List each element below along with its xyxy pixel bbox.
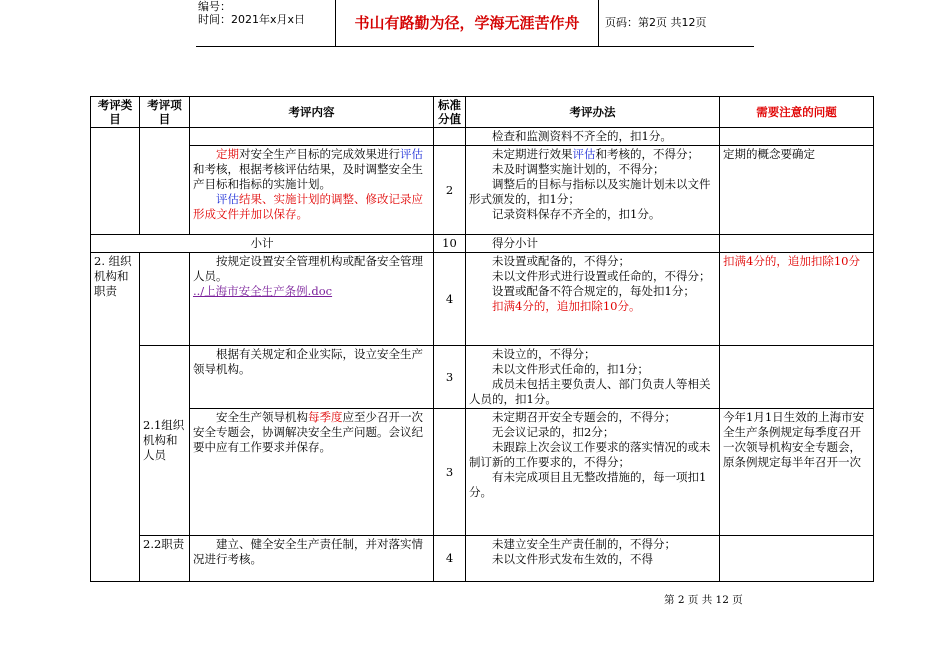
cell-note: 今年1月1日生效的上海市安全生产条例规定每季度召开一次领导机构安全专题会，原条例规定每半年召开一次: [720, 409, 874, 536]
col-header-method: 考评办法: [466, 97, 720, 128]
cell-method: 检查和监测资料不齐全的，扣1分。: [466, 128, 720, 146]
cell-note: 扣满4分的，追加扣除10分: [720, 253, 874, 346]
cell-note: [720, 235, 874, 253]
cell-method: 未定期进行效果评估和考核的，不得分； 未及时调整实施计划的，不得分； 调整后的目标与指标以及实施计划未以文件形式颁发的，扣1分； 记录资料保存不齐全的，扣1分。: [466, 146, 720, 235]
col-header-content: 考评内容: [190, 97, 434, 128]
cell-item: 2.2职责: [140, 536, 190, 582]
cell-note: [720, 346, 874, 409]
subtotal-method: 得分小计: [466, 235, 720, 253]
table-row: [91, 253, 874, 346]
col-header-category: 考评类目: [91, 97, 140, 128]
cell-content: 建立、健全安全生产责任制，并对落实情况进行考核。: [190, 536, 434, 582]
table-row: [91, 146, 874, 235]
table-header-row: [91, 97, 874, 128]
cell-content: 定期对安全生产目标的完成效果进行评估和考核，根据考核评估结果，及时调整安全生产目标和指标的实施计划。 评估结果、实施计划的调整、修改记录应形成文件并加以保存。: [190, 146, 434, 235]
cell-score: 4: [434, 253, 466, 346]
subtotal-row: [91, 235, 874, 253]
cell-item: 2.1组织机构和人员: [140, 346, 190, 536]
page-footer: 第 2 页 共 12 页: [664, 594, 743, 606]
cell-method: 未设立的，不得分； 未以文件形式任命的，扣1分； 成员未包括主要负责人、部门负责人等相关人员的，扣1分。: [466, 346, 720, 409]
cell-note: 定期的概念要确定: [720, 146, 874, 235]
cell-item-empty: [140, 128, 190, 235]
evaluation-table: [90, 96, 874, 582]
cell-method: 未定期召开安全专题会的，不得分； 无会议记录的，扣2分； 未跟踪上次会议工作要求的落实情况的或未制订新的工作要求的，不得分； 有未完成项目且无整改措施的，每一项扣1分。: [466, 409, 720, 536]
table-row: [91, 128, 874, 146]
col-header-item: 考评项目: [140, 97, 190, 128]
cell-content: 安全生产领导机构每季度应至少召开一次安全专题会，协调解决安全生产问题。会议纪要中应有工作要求并保存。: [190, 409, 434, 536]
cell-category: 2. 组织机构和职责: [91, 253, 140, 582]
cell-score: 3: [434, 346, 466, 409]
cell-item-empty: [140, 253, 190, 346]
cell-content: 按规定设置安全管理机构或配备安全管理人员。 ../上海市安全生产条例.doc: [190, 253, 434, 346]
cell-method: 未建立安全生产责任制的，不得分； 未以文件形式发布生效的，不得: [466, 536, 720, 582]
col-header-notes: 需要注意的问题: [720, 97, 874, 128]
header-motto: 书山有路勤为径，学海无涯苦作舟: [335, 0, 599, 46]
col-header-score: 标准分值: [434, 97, 466, 128]
cell-category-empty: [91, 128, 140, 235]
table-row: [91, 536, 874, 582]
table-row: [91, 346, 874, 409]
cell-content: 根据有关规定和企业实际，设立安全生产领导机构。: [190, 346, 434, 409]
cell-method: 未设置或配备的，不得分； 未以文件形式进行设置或任命的，不得分； 设置或配备不符合规定的，每处扣1分； 扣满4分的，追加扣除10分。: [466, 253, 720, 346]
time-label: 时间：2021年x月x日: [198, 13, 306, 26]
page-header: [196, 0, 754, 47]
cell-score: 2: [434, 146, 466, 235]
cell-note: [720, 128, 874, 146]
header-meta: [196, 0, 334, 46]
cell-score: 3: [434, 409, 466, 536]
subtotal-label: 小计: [91, 235, 434, 253]
subtotal-score: 10: [434, 235, 466, 253]
cell-score: 4: [434, 536, 466, 582]
cell-content: [190, 128, 434, 146]
number-label: 编号：: [198, 0, 231, 13]
header-page-label: 页码：第2页 共12页: [605, 16, 707, 29]
doc-link[interactable]: ../上海市安全生产条例.doc: [193, 284, 333, 298]
cell-note: [720, 536, 874, 582]
table-row: [91, 409, 874, 536]
cell-score: [434, 128, 466, 146]
